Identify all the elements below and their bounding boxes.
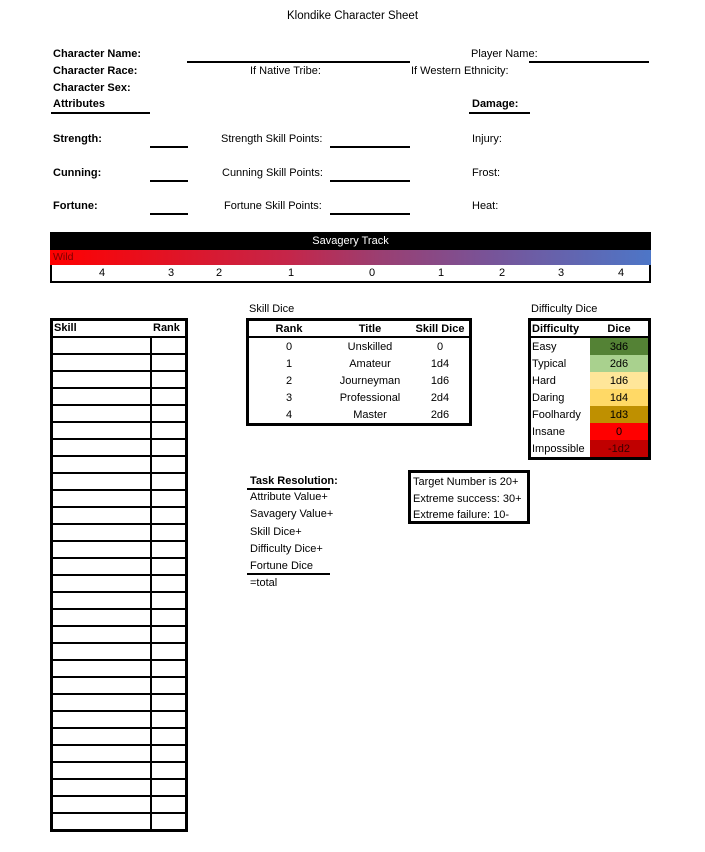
skill-row[interactable] xyxy=(53,336,185,353)
dice-header: Dice xyxy=(590,321,648,337)
character-name-field[interactable] xyxy=(187,61,410,63)
column-divider xyxy=(150,610,152,625)
fortune-field[interactable] xyxy=(150,213,188,215)
column-divider xyxy=(150,712,152,727)
skill-dice-row xyxy=(249,337,469,355)
fortune-label: Fortune: xyxy=(53,200,98,212)
wild-label: Wild xyxy=(53,251,74,263)
cunning-skill-points-field[interactable] xyxy=(330,180,410,182)
skill-sheet-table xyxy=(50,318,188,832)
difficulty-row xyxy=(531,406,648,423)
dice-cell: 1d4 xyxy=(430,357,450,370)
skill-row[interactable] xyxy=(53,778,185,795)
difficulty-dice-value: 2d6 xyxy=(590,355,648,372)
title-cell: Journeyman xyxy=(339,374,401,387)
character-name-label: Character Name: xyxy=(53,48,142,60)
native-tribe-label: If Native Tribe: xyxy=(250,65,321,77)
column-divider xyxy=(150,814,152,829)
damage-heading: Damage: xyxy=(472,98,519,110)
column-divider xyxy=(150,440,152,455)
column-divider xyxy=(150,559,152,574)
column-divider xyxy=(150,746,152,761)
difficulty-dice-value: 3d6 xyxy=(590,337,648,355)
skill-row[interactable] xyxy=(53,727,185,744)
task-line: Savagery Value+ xyxy=(250,508,334,520)
rank-cell: 3 xyxy=(285,391,293,404)
western-ethnicity-label: If Western Ethnicity: xyxy=(411,65,509,77)
column-divider xyxy=(150,593,152,608)
difficulty-dice-value: 1d6 xyxy=(590,372,648,389)
cunning-field[interactable] xyxy=(150,180,188,182)
savagery-value[interactable]: 4 xyxy=(617,267,625,279)
difficulty-name: Easy xyxy=(532,340,557,353)
task-line: Fortune Dice xyxy=(250,560,313,572)
task-total: =total xyxy=(250,577,278,589)
skill-row[interactable] xyxy=(53,744,185,761)
skill-dice-caption: Skill Dice xyxy=(249,303,295,315)
column-divider xyxy=(150,763,152,778)
skill-row[interactable] xyxy=(53,574,185,591)
target-line: Extreme failure: 10- xyxy=(413,509,509,521)
savagery-value[interactable]: 2 xyxy=(215,267,223,279)
skill-dice-header: Skill Dice xyxy=(411,321,469,337)
strength-field[interactable] xyxy=(150,146,188,148)
column-divider xyxy=(150,474,152,489)
savagery-value[interactable]: 3 xyxy=(167,267,175,279)
rank-cell: 4 xyxy=(285,408,293,421)
skill-row[interactable] xyxy=(53,710,185,727)
rank-cell: 2 xyxy=(285,374,293,387)
column-divider xyxy=(150,372,152,387)
task-line: Difficulty Dice+ xyxy=(250,543,323,555)
column-divider xyxy=(150,406,152,421)
rank-header: Rank xyxy=(249,321,329,337)
title-header: Title xyxy=(329,321,411,337)
player-name-field[interactable] xyxy=(529,61,649,63)
skill-dice-row xyxy=(249,372,469,389)
dice-cell: 1d6 xyxy=(430,374,450,387)
savagery-track-title: Savagery Track xyxy=(312,235,389,247)
column-divider xyxy=(150,780,152,795)
savagery-value[interactable]: 1 xyxy=(437,267,445,279)
difficulty-row xyxy=(531,355,648,372)
attributes-heading: Attributes xyxy=(53,98,105,110)
title-cell: Amateur xyxy=(349,357,391,370)
dice-cell: 0 xyxy=(436,340,444,353)
column-divider xyxy=(150,627,152,642)
difficulty-name: Foolhardy xyxy=(532,408,581,421)
difficulty-name: Typical xyxy=(532,357,567,370)
column-divider xyxy=(150,678,152,693)
task-line: Skill Dice+ xyxy=(250,526,302,538)
column-divider xyxy=(150,729,152,744)
difficulty-dice-value: 0 xyxy=(590,423,648,440)
title-cell: Master xyxy=(353,408,387,421)
skill-dice-row xyxy=(249,355,469,372)
strength-skill-points-label: Strength Skill Points: xyxy=(221,133,323,145)
savagery-gradient-bar xyxy=(50,250,651,265)
total-rule xyxy=(247,573,330,575)
skill-row[interactable] xyxy=(53,404,185,421)
savagery-value[interactable]: 2 xyxy=(498,267,506,279)
difficulty-header-row xyxy=(531,321,648,337)
savagery-value[interactable]: 1 xyxy=(287,267,295,279)
task-resolution-underline xyxy=(247,488,330,490)
skill-sheet-header xyxy=(53,321,185,336)
column-divider xyxy=(150,661,152,676)
injury-label: Injury: xyxy=(472,133,502,145)
title-cell: Professional xyxy=(339,391,401,404)
column-divider xyxy=(150,695,152,710)
heat-label: Heat: xyxy=(472,200,499,212)
skill-row[interactable] xyxy=(53,387,185,404)
skill-row[interactable] xyxy=(53,438,185,455)
difficulty-dice-value: 1d3 xyxy=(590,406,648,423)
column-divider xyxy=(150,797,152,812)
title-cell: Unskilled xyxy=(347,340,393,353)
cunning-skill-points-label: Cunning Skill Points: xyxy=(222,167,323,179)
strength-label: Strength: xyxy=(53,133,102,145)
column-divider xyxy=(150,423,152,438)
cunning-label: Cunning: xyxy=(53,167,102,179)
difficulty-header: Difficulty xyxy=(531,321,590,337)
skill-row[interactable] xyxy=(53,642,185,659)
skill-row[interactable] xyxy=(53,693,185,710)
skill-dice-row xyxy=(249,389,469,406)
skill-row[interactable] xyxy=(53,812,185,829)
skill-row[interactable] xyxy=(53,676,185,693)
column-divider xyxy=(150,644,152,659)
skill-dice-table xyxy=(246,318,472,426)
skill-row[interactable] xyxy=(53,472,185,489)
rank-cell: 1 xyxy=(285,357,293,370)
dice-cell: 2d6 xyxy=(430,408,450,421)
difficulty-dice-value: 1d4 xyxy=(590,389,648,406)
difficulty-row xyxy=(531,389,648,406)
skill-column-header: Skill xyxy=(54,322,77,334)
savagery-value[interactable]: 3 xyxy=(557,267,565,279)
character-race-label: Character Race: xyxy=(53,65,138,77)
column-divider xyxy=(150,525,152,540)
player-name-label: Player Name: xyxy=(471,48,538,60)
skill-dice-header-row xyxy=(249,321,469,337)
difficulty-name: Insane xyxy=(532,425,566,438)
skill-row[interactable] xyxy=(53,761,185,778)
frost-label: Frost: xyxy=(472,167,501,179)
rank-cell: 0 xyxy=(285,340,293,353)
skill-row[interactable] xyxy=(53,659,185,676)
difficulty-name: Impossible xyxy=(532,442,585,455)
skill-row[interactable] xyxy=(53,591,185,608)
column-divider xyxy=(150,508,152,523)
attributes-underline xyxy=(51,112,150,114)
skill-row[interactable] xyxy=(53,506,185,523)
skill-row[interactable] xyxy=(53,523,185,540)
skill-row[interactable] xyxy=(53,795,185,812)
savagery-track-header xyxy=(50,232,651,250)
savagery-value[interactable]: 0 xyxy=(368,267,376,279)
target-line: Extreme success: 30+ xyxy=(413,492,522,505)
strength-skill-points-field[interactable] xyxy=(330,146,410,148)
fortune-skill-points-label: Fortune Skill Points: xyxy=(224,200,322,212)
column-divider xyxy=(150,457,152,472)
column-divider xyxy=(150,355,152,370)
fortune-skill-points-field[interactable] xyxy=(330,213,410,215)
skill-row[interactable] xyxy=(53,370,185,387)
skill-row[interactable] xyxy=(53,353,185,370)
difficulty-row xyxy=(531,372,648,389)
difficulty-row xyxy=(531,440,648,457)
difficulty-dice-value: -1d2 xyxy=(590,440,648,457)
skill-row[interactable] xyxy=(53,540,185,557)
skill-dice-row xyxy=(249,406,469,423)
difficulty-name: Daring xyxy=(532,391,565,404)
savagery-values-row xyxy=(50,265,651,283)
difficulty-name: Hard xyxy=(532,374,556,387)
column-divider xyxy=(150,542,152,557)
damage-underline xyxy=(469,112,530,114)
savagery-value[interactable]: 4 xyxy=(98,267,106,279)
column-divider xyxy=(150,491,152,506)
difficulty-dice-caption: Difficulty Dice xyxy=(531,303,598,315)
skill-row[interactable] xyxy=(53,489,185,506)
skill-row[interactable] xyxy=(53,625,185,642)
task-resolution-heading: Task Resolution: xyxy=(250,475,338,487)
target-number-box xyxy=(408,470,530,524)
column-divider xyxy=(150,576,152,591)
rank-column-header: Rank xyxy=(153,322,180,334)
skill-row[interactable] xyxy=(53,421,185,438)
character-sex-label: Character Sex: xyxy=(53,82,131,94)
column-divider xyxy=(150,389,152,404)
skill-row[interactable] xyxy=(53,608,185,625)
skill-row[interactable] xyxy=(53,557,185,574)
page-title: Klondike Character Sheet xyxy=(286,10,419,22)
skill-row[interactable] xyxy=(53,455,185,472)
difficulty-row xyxy=(531,337,648,355)
difficulty-row xyxy=(531,423,648,440)
difficulty-dice-table xyxy=(528,318,651,460)
dice-cell: 2d4 xyxy=(430,391,450,404)
column-divider xyxy=(150,338,152,353)
task-line: Attribute Value+ xyxy=(250,491,328,503)
target-line: Target Number is 20+ xyxy=(413,476,519,488)
